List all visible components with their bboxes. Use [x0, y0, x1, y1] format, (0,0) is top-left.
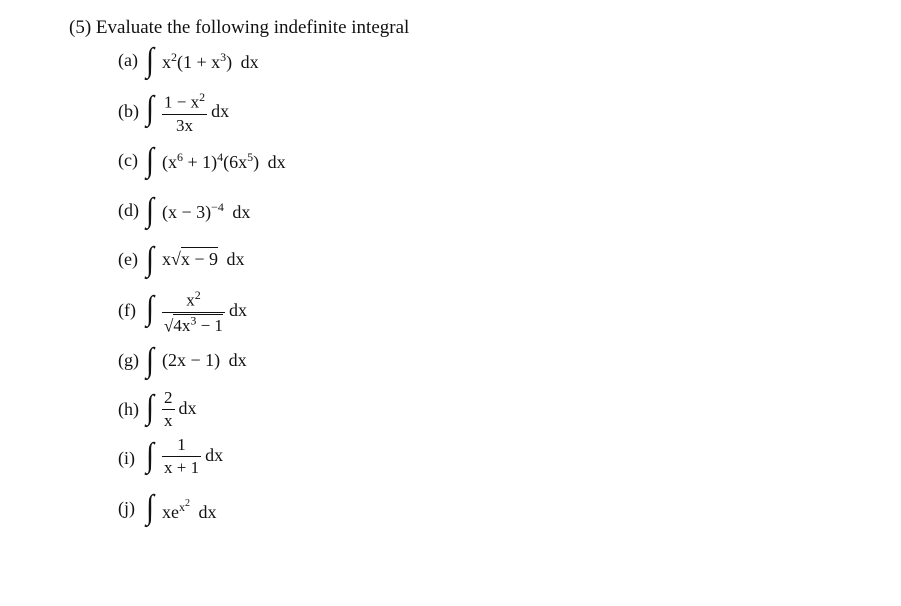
integrand: (2x − 1) dx	[162, 350, 247, 370]
integral-sign: ∫	[146, 142, 154, 179]
integrand: $x^2(1 + x^3)$ dx	[162, 50, 259, 72]
integrand: $\frac{1 - x^2}{3x}$ dx	[164, 90, 230, 135]
item-label: (g)	[118, 350, 139, 370]
item-label: (e)	[118, 249, 138, 269]
integral-sign: ∫	[146, 389, 154, 426]
integrand: $\frac{1}{x + 1}$ dx	[164, 435, 224, 477]
integrand: $\frac{2}{x}$ dx	[164, 388, 197, 430]
integral-sign: ∫	[146, 90, 154, 127]
item-label: (b)	[118, 101, 139, 121]
fraction: $\frac{2}{x}$	[164, 388, 173, 430]
integrand: x√x − 9 dx	[162, 249, 245, 269]
item-label: (d)	[118, 200, 139, 220]
item-label: (j)	[118, 498, 135, 518]
integrand: $(x^6 + 1)^4(6x^5)$ dx	[162, 150, 286, 172]
problem-heading: (5) Evaluate the following indefinite integral	[69, 17, 410, 38]
integral-sign: ∫	[146, 241, 154, 278]
item-label: (i)	[118, 448, 135, 468]
integrand: $xe^{x^2}$ dx	[162, 498, 217, 522]
item-label: (a)	[118, 50, 138, 70]
item-label: (h)	[118, 399, 139, 419]
integral-sign: ∫	[146, 42, 154, 79]
fraction: $\frac{1}{x + 1}$	[164, 435, 200, 477]
integral-sign: ∫	[146, 290, 154, 327]
integrand: $(x - 3)^{-4}$ dx	[162, 200, 251, 222]
fraction: $\frac{1 - x^2}{3x}$	[164, 90, 206, 135]
integral-sign: ∫	[146, 437, 154, 474]
integral-sign: ∫	[146, 192, 154, 229]
item-label: (c)	[118, 150, 138, 170]
integral-sign: ∫	[146, 342, 154, 379]
integrand: $\frac{x^2}{√4x^3 - 1}$ dx	[164, 288, 247, 336]
fraction: $\frac{x^2}{√4x^3 - 1}$	[164, 288, 223, 336]
integral-sign: ∫	[146, 489, 154, 526]
item-label: (f)	[118, 300, 136, 320]
